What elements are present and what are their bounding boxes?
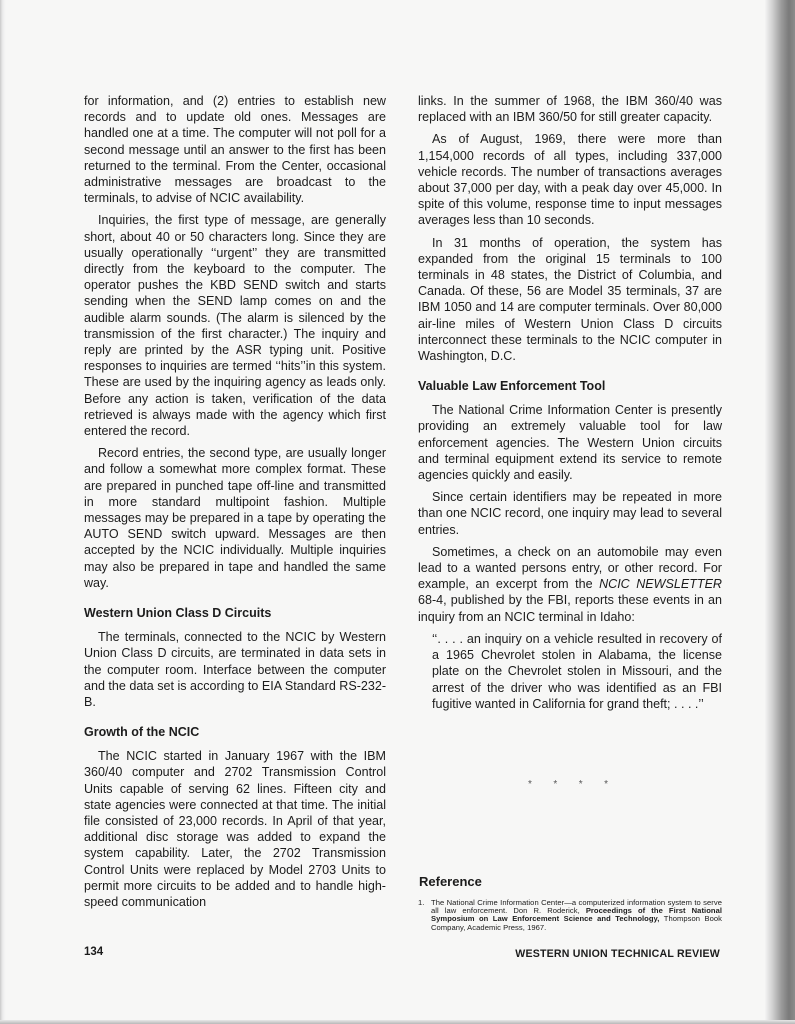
- paragraph: for information, and (2) entries to establish new records and to update old ones. Messages are handled one at a time. The computer will not poll for a second message until an answer to the first has been returned to the terminal. From the Center, occasional administrative messages are broadcast to the terminals, to advise of NCIC availability.: [84, 94, 386, 206]
- newsletter-title: NCIC NEWSLETTER: [599, 577, 722, 592]
- paragraph: Since certain identifiers may be repeated in more than one NCIC record, one inquiry may lead to several entries.: [418, 490, 722, 537]
- left-column: [84, 93, 386, 916]
- paragraph: The NCIC started in January 1967 with the IBM 360/40 computer and 2702 Transmission Control Units capable of serving 62 lines. Fifteen city and state agencies were connected at that time. The initial file consisted of 23,000 records. In April of that year, additional disc storage was added to expand the system capability. Later, the 2702 Transmission Control Units were replaced by Model 2703 Units to permit more circuits to be added and to handle high-speed communication: [84, 749, 386, 909]
- asterisk-icon: *: [553, 779, 558, 790]
- paragraph: The terminals, connected to the NCIC by Western Union Class D circuits, are terminated in data sets in the computer room. Interface between the computer and the data set is according to EIA Standard RS-232-B.: [84, 630, 387, 709]
- section-heading-growth: Growth of the NCIC: [84, 725, 200, 740]
- paragraph: [418, 544, 722, 625]
- reference-number: 1.: [418, 898, 425, 907]
- paragraph: Record entries, the second type, are usually longer and follow a somewhat more complex format. These are prepared in punched tape off-line and transmitted in more standard multipoint fashion. Multiple messages may be prepared in a tape by operating the AUTO SEND switch upward. Messages are then accepted by the NCIC individually. Multiple inquiries may also be prepared in tape and handled the same way.: [84, 446, 386, 590]
- reference-section: [418, 874, 722, 932]
- page-edge-left: [0, 0, 6, 1024]
- paragraph: links. In the summer of 1968, the IBM 360/40 was replaced with an IBM 360/50 for still greater capacity.: [418, 94, 722, 125]
- asterisk-icon: *: [604, 779, 608, 790]
- section-heading-law-enforcement-tool: Valuable Law Enforcement Tool: [418, 379, 606, 394]
- page-number: 134: [84, 946, 104, 958]
- reference-citation: The National Crime Information Center—a computerized information system to serve all law enforcement. Don R. Roderick,: [431, 898, 722, 916]
- paragraph-text: 68-4, published by the FBI, reports these events in an inquiry from an NCIC terminal in Idaho:: [418, 593, 722, 624]
- paragraph: The National Crime Information Center is presently providing an extremely valuable tool for law enforcement agencies. The Western Union circuits and terminal equipment extend its service to remote agencies quickly and easily.: [418, 403, 722, 483]
- reference-proceedings-title: Proceedings of the First National Symposium on Law Enforcement Science and Technology,: [431, 906, 723, 924]
- reference-text: [431, 899, 722, 932]
- asterisk-icon: *: [528, 779, 532, 790]
- section-heading-class-d-circuits: Western Union Class D Circuits: [84, 606, 272, 621]
- paragraph: As of August, 1969, there were more than 1,154,000 records of all types, including 337,000 vehicle records. The number of transactions averages about 37,000 per day, with a peak day over 45,000. In spite of this volume, response time to input messages averages less than 10 seconds.: [418, 132, 722, 228]
- section-separator: [528, 779, 608, 790]
- paragraph: Inquiries, the first type of message, are generally short, about 40 or 50 characters long. Since they are usually operationally ‘‘urgent’’ they are transmitted directly from the keyboard to the computer. The operator pushes the KBD SEND switch and starts sending when the SEND lamp comes on and the audible alarm sounds. (The alarm is silenced by the transmission of the first character.) The inquiry and reply are printed by the ASR typing unit. Positive responses to inquiries are termed ‘‘hits’’in this system. These are used by the inquiring agency as leads only. Before any action is taken, verification of the data retrieved is always made with the agency which first entered the record.: [84, 213, 386, 439]
- page-bottom-edge: [0, 1020, 795, 1024]
- reference-publisher: Thompson Book Company, Academic Press, 1967.: [431, 914, 723, 932]
- running-footer-journal-title: WESTERN UNION TECHNICAL REVIEW: [515, 948, 720, 960]
- asterisk-icon: *: [578, 779, 583, 790]
- reference-heading: Reference: [419, 874, 482, 889]
- paragraph: In 31 months of operation, the system has expanded from the original 15 terminals to 100 terminals in 48 states, the District of Columbia, and Canada. Of these, 56 are Model 35 terminals, 37 are IBM 1050 and 14 are computer terminals. Over 80,000 air-line miles of Western Union Class D circuits interconnect these terminals to the NCIC computer in Washington, D.C.: [418, 235, 722, 364]
- paragraph-text: Sometimes, a check on an automobile may even lead to a wanted persons entry, or other record. For example, an excerpt from the: [418, 544, 722, 592]
- right-column: [418, 93, 722, 712]
- reference-item: [418, 899, 722, 932]
- page-binding-shadow: [765, 0, 795, 1024]
- block-quote: ‘‘. . . . an inquiry on a vehicle resulted in recovery of a 1965 Chevrolet stolen in Alabama, the license plate on the Chevrolet stolen in Missouri, and the arrest of the driver who was identified as an FBI fugitive wanted in California for grand theft; . . . .’’: [432, 631, 722, 711]
